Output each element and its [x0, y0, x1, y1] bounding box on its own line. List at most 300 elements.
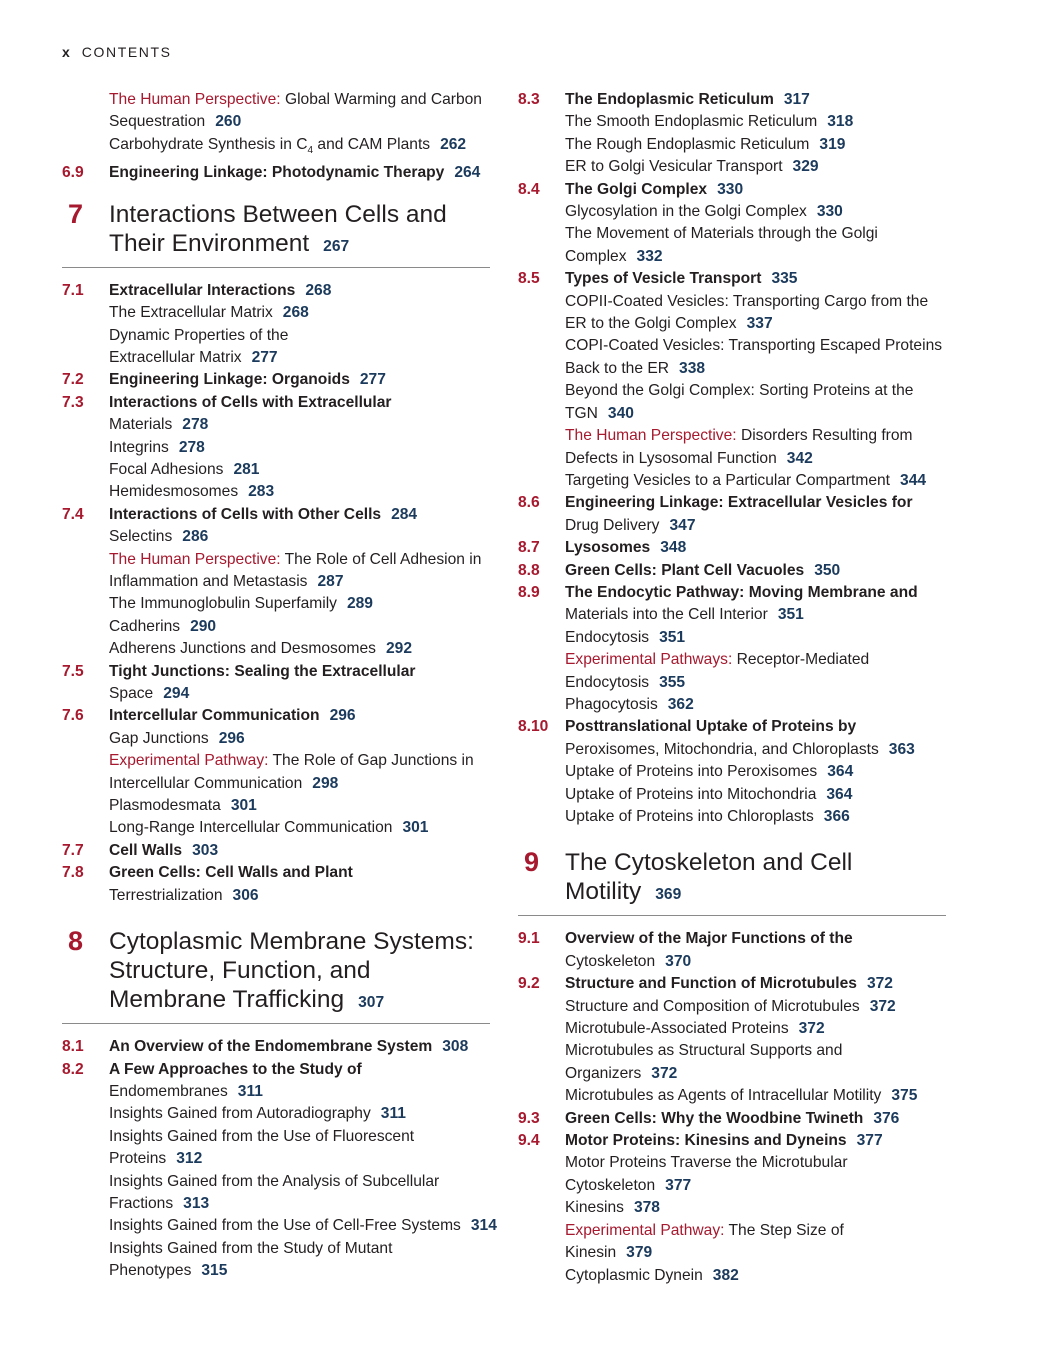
page-ref: 283 [248, 483, 275, 501]
chapter-number: 8 [68, 926, 84, 957]
chapter-title: Membrane Trafficking [109, 986, 345, 1014]
page-ref: 306 [232, 886, 259, 904]
page-ref: 372 [869, 997, 896, 1015]
entry-title: Interactions of Cells with Extracellular [109, 393, 392, 411]
feature-label: The Human Perspective: [109, 550, 281, 568]
page-ref: 308 [442, 1038, 469, 1056]
toc-entry[interactable] [62, 302, 490, 324]
page-ref: 340 [607, 404, 634, 422]
entry-title: Structure and Function of Microtubules [565, 975, 857, 993]
toc-section[interactable] [62, 705, 490, 727]
section-number: 7.4 [62, 505, 84, 523]
section-number: 7.8 [62, 864, 84, 882]
chapter-9-entries [518, 928, 946, 1287]
toc-section[interactable] [518, 179, 946, 201]
running-head-title: CONTENTS [81, 44, 172, 60]
toc-entry[interactable] [62, 593, 490, 615]
toc-entry[interactable] [518, 672, 946, 694]
section-number: 9.1 [518, 930, 540, 948]
toc-entry[interactable] [62, 728, 490, 750]
toc-entry[interactable] [62, 1215, 497, 1237]
page-ref: 292 [385, 640, 412, 658]
entry-title: Insights Gained from the Analysis of Subcellular [109, 1172, 440, 1190]
section-number: 8.10 [518, 718, 549, 736]
toc-section[interactable] [518, 89, 946, 111]
section-number: 6.9 [62, 164, 84, 182]
toc-entry[interactable] [518, 134, 946, 156]
toc-entry[interactable] [62, 526, 490, 548]
section-number: 7.3 [62, 393, 84, 411]
toc-entry[interactable] [518, 996, 946, 1018]
entry-title: Insights Gained from Autoradiography [109, 1105, 371, 1123]
page-ref: 296 [329, 707, 356, 725]
page-ref: 284 [391, 505, 418, 523]
toc-entry[interactable] [62, 616, 490, 638]
entry-title: Fractions [109, 1194, 174, 1212]
page-ref: 268 [305, 281, 332, 299]
entry-title: Green Cells: Why the Woodbine Twineth [565, 1109, 864, 1127]
entry-title: Cytoplasmic Dynein [565, 1266, 703, 1284]
toc-section[interactable] [518, 928, 946, 950]
toc-entry[interactable] [62, 1148, 490, 1170]
section-number: 7.6 [62, 707, 84, 725]
entry-title: Engineering Linkage: Organoids [109, 371, 350, 389]
toc-section[interactable] [62, 280, 490, 302]
toc-section[interactable] [62, 392, 490, 414]
toc-entry[interactable] [62, 1103, 490, 1125]
toc-entry[interactable] [518, 951, 946, 973]
entry-title: Materials into the Cell Interior [565, 606, 768, 624]
entry-title: Kinesins [565, 1199, 624, 1217]
toc-entry[interactable]: The Human Perspective: Global Warming and Carbon [109, 91, 482, 108]
entry-title: Space [109, 685, 154, 703]
toc-section[interactable] [62, 504, 490, 526]
section-number: 8.1 [62, 1038, 84, 1056]
toc-entry[interactable] [518, 1242, 946, 1264]
toc-entry[interactable] [518, 470, 946, 492]
page-ref: 350 [814, 561, 841, 579]
page-ref: 351 [659, 628, 686, 646]
entry-title: Focal Adhesions [109, 460, 224, 478]
page-ref: 330 [816, 203, 843, 221]
page-ref: 329 [792, 158, 819, 176]
entry-title: Dynamic Properties of the [109, 326, 289, 344]
toc-entry[interactable] [62, 1193, 490, 1215]
entry-title: Microtubules as Structural Supports and [565, 1042, 843, 1060]
page-ref: 366 [823, 808, 850, 825]
entry-title: Engineering Linkage: Extracellular Vesicles for [565, 494, 913, 512]
page-ref: 370 [665, 952, 692, 970]
entry-title: Hemidesmosomes [109, 483, 239, 501]
entry-title: Beyond the Golgi Complex: Sorting Proteins at the [565, 382, 914, 400]
page-ref: 337 [746, 315, 773, 333]
toc-left-column [62, 89, 497, 1283]
section-number: 7.7 [62, 841, 84, 859]
entry-title: The Step Size of [724, 1221, 844, 1239]
toc-entry[interactable] [518, 380, 946, 402]
toc-entry[interactable] [518, 201, 946, 223]
chapter-title: Structure, Function, and [109, 957, 371, 985]
entry-title: Insights Gained from the Use of Cell-Free Systems [109, 1217, 461, 1235]
entry-title: Uptake of Proteins into Peroxisomes [565, 763, 818, 781]
entry-title: Drug Delivery [565, 516, 660, 534]
entry-title: The Rough Endoplasmic Reticulum [565, 135, 810, 153]
toc-entry[interactable] [518, 649, 946, 671]
running-head [62, 44, 172, 60]
toc-entry[interactable] [518, 246, 946, 268]
page-ref: 290 [190, 617, 217, 635]
chapter-number: 7 [68, 198, 84, 229]
chapter-title: Interactions Between Cells and [109, 200, 447, 228]
toc-section[interactable] [62, 661, 490, 683]
entry-title: Cytoskeleton [565, 1176, 656, 1194]
page-ref: 332 [636, 247, 663, 265]
page-ref: 319 [819, 135, 846, 153]
entry-title: Motor Proteins: Kinesins and Dyneins [565, 1132, 847, 1150]
entry-title: Types of Vesicle Transport [565, 270, 762, 288]
page-ref: 312 [176, 1150, 203, 1168]
page-ref: 264 [454, 164, 481, 182]
entry-title: Overview of the Major Functions of the [565, 930, 853, 948]
entry-title: The Role of Gap Junctions in [268, 752, 474, 770]
page-ref: 351 [777, 606, 804, 624]
page-ref: 262 [440, 135, 467, 153]
toc-entry[interactable] [62, 638, 490, 660]
toc-entry[interactable] [62, 773, 490, 795]
page-ref: 301 [230, 797, 257, 815]
toc-entry[interactable] [518, 1018, 946, 1040]
page-ref: 286 [182, 528, 209, 546]
page-ref: 335 [771, 270, 798, 288]
entry-title: Uptake of Proteins into Mitochondria [565, 785, 817, 803]
toc-entry[interactable] [62, 1081, 490, 1103]
entry-title: Organizers [565, 1064, 642, 1082]
entry-title: Defects in Lysosomal Function [565, 449, 777, 467]
toc-entry[interactable] [518, 1085, 946, 1107]
toc-entry[interactable] [518, 604, 946, 626]
entry-title: The Extracellular Matrix [109, 304, 273, 322]
page-ref: 281 [233, 460, 260, 478]
toc-entry[interactable] [518, 806, 946, 828]
page-ref: 344 [900, 471, 927, 489]
entry-title: The Smooth Endoplasmic Reticulum [565, 113, 818, 131]
page-ref: 379 [626, 1244, 653, 1262]
toc-entry[interactable] [518, 448, 946, 470]
toc-right-column [518, 89, 946, 1287]
toc-entry[interactable] [518, 1265, 946, 1287]
toc-entry[interactable] [518, 1152, 946, 1174]
page-ref: 363 [888, 740, 915, 758]
page-ref: 311 [237, 1082, 263, 1100]
page-ref: 277 [359, 371, 386, 389]
page-ref: 338 [679, 359, 706, 377]
toc-entry[interactable] [518, 335, 946, 357]
toc-entry[interactable] [62, 1126, 490, 1148]
entry-title: Complex [565, 247, 627, 265]
section-number: 7.1 [62, 281, 84, 299]
entry-title: Uptake of Proteins into Chloroplasts [565, 808, 814, 825]
page-ref: 347 [669, 516, 696, 534]
entry-title: Insights Gained from the Use of Fluorescent [109, 1127, 415, 1145]
page-ref: 277 [251, 348, 278, 366]
section-number: 8.4 [518, 180, 540, 198]
toc-entry[interactable] [62, 347, 490, 369]
toc-entry[interactable] [518, 223, 946, 245]
section-number: 8.5 [518, 270, 540, 288]
page-ref: 342 [786, 449, 813, 467]
entry-title: Endomembranes [109, 1082, 228, 1100]
entry-title: Endocytosis [565, 628, 650, 646]
toc-section[interactable] [62, 862, 490, 884]
entry-title: Intercellular Communication [109, 774, 303, 792]
entry-title: Microtubule-Associated Proteins [565, 1020, 789, 1038]
page-ref: 301 [402, 819, 429, 837]
entry-title: Motor Proteins Traverse the Microtubular [565, 1154, 848, 1172]
toc-entry[interactable] [62, 437, 490, 459]
toc-entry[interactable] [62, 481, 490, 503]
entry-title: Microtubules as Agents of Intracellular Motility [565, 1087, 882, 1105]
section-number: 9.2 [518, 975, 540, 993]
chapter-heading-9[interactable] [518, 848, 946, 916]
page-ref: 298 [312, 774, 339, 792]
toc-entry[interactable] [62, 549, 490, 571]
chapter-title: Cytoplasmic Membrane Systems: [109, 928, 474, 956]
toc-entry[interactable] [62, 817, 490, 839]
entry-title: Disorders Resulting from [736, 427, 913, 445]
section-number: 7.2 [62, 371, 84, 389]
chapter-number: 9 [524, 847, 540, 878]
toc-entry[interactable] [518, 627, 946, 649]
entry-title: The Immunoglobulin Superfamily [109, 595, 337, 613]
page-ref: 313 [183, 1194, 210, 1212]
toc-entry[interactable] [62, 459, 490, 481]
toc-entry[interactable] [62, 571, 490, 593]
entry-title: Adherens Junctions and Desmosomes [109, 640, 376, 658]
toc-section[interactable] [62, 369, 490, 391]
toc-entry[interactable] [62, 1238, 490, 1260]
toc-entry[interactable] [518, 156, 946, 178]
page-ref: 296 [218, 729, 245, 747]
entry-title: Cadherins [109, 617, 181, 635]
page-ref: 318 [827, 113, 854, 131]
entry-title: Selectins [109, 528, 173, 546]
section-number: 9.4 [518, 1132, 540, 1150]
page-ref: 382 [712, 1266, 739, 1284]
entry-title: Cell Walls [109, 841, 183, 859]
entry-title: COPI-Coated Vesicles: Transporting Escaped Proteins [565, 337, 943, 355]
page-ref: 278 [182, 416, 209, 434]
page-ref: 375 [891, 1087, 918, 1105]
feature-label: Experimental Pathways: [565, 651, 733, 669]
entry-title: Integrins [109, 438, 169, 456]
entry-title: Kinesin [565, 1244, 617, 1262]
entry-title: The Endoplasmic Reticulum [565, 91, 774, 108]
entry-title: A Few Approaches to the Study of [109, 1060, 362, 1078]
entry-title: Interactions of Cells with Other Cells [109, 505, 382, 523]
page-ref: 348 [660, 539, 687, 557]
section-number: 8.8 [518, 561, 540, 579]
entry-title: Insights Gained from the Study of Mutant [109, 1239, 393, 1257]
entry-title: Back to the ER [565, 359, 670, 377]
entry-title: Lysosomes [565, 539, 651, 557]
page-ref: 307 [358, 994, 385, 1012]
page-ref: 355 [659, 673, 686, 691]
entry-title: ER to Golgi Vesicular Transport [565, 158, 783, 176]
entry-title: Materials [109, 416, 173, 434]
toc-section[interactable] [518, 582, 946, 604]
chapter-title: Their Environment [109, 229, 310, 257]
toc-entry[interactable] [62, 750, 490, 772]
page-ref: 289 [346, 595, 373, 613]
section-number: 8.2 [62, 1060, 84, 1078]
page-number: x [62, 44, 70, 60]
page-ref: 364 [827, 763, 854, 781]
entry-title: The Movement of Materials through the Golgi [565, 225, 878, 243]
toc-entry[interactable] [518, 1063, 946, 1085]
entry-title: Plasmodesmata [109, 797, 221, 815]
page-ref: 377 [665, 1176, 692, 1194]
toc-entry[interactable] [518, 515, 946, 537]
feature-label: The Human Perspective: [565, 427, 737, 445]
page-ref: 267 [323, 237, 350, 255]
page-ref: 372 [651, 1064, 678, 1082]
entry-title: Targeting Vesicles to a Particular Compartment [565, 471, 891, 489]
toc-entry[interactable] [518, 403, 946, 425]
page-ref: 330 [717, 180, 744, 198]
toc-entry[interactable] [62, 414, 490, 436]
entry-title: Posttranslational Uptake of Proteins by [565, 718, 857, 736]
entry-title: Proteins [109, 1150, 167, 1168]
entry-title: Cytoskeleton [565, 952, 656, 970]
page-ref: 303 [192, 841, 219, 859]
entry-title: Intercellular Communication [109, 707, 320, 725]
page-ref: 378 [633, 1199, 660, 1217]
page-ref: 294 [163, 685, 190, 703]
section-number: 9.3 [518, 1109, 540, 1127]
toc-entry[interactable] [518, 761, 946, 783]
toc-entry[interactable] [62, 1260, 490, 1282]
toc-entry[interactable] [62, 325, 490, 347]
page-ref: 372 [866, 975, 893, 993]
entry-title: Extracellular Matrix [109, 348, 242, 366]
toc-section[interactable] [518, 560, 946, 582]
entry-title: Receptor-Mediated [732, 651, 870, 669]
entry-title: Green Cells: Plant Cell Vacuoles [565, 561, 805, 579]
toc-entry[interactable] [518, 291, 946, 313]
toc-entry[interactable]: Sequestration 260 [109, 113, 242, 131]
feature-label: Experimental Pathway: [109, 752, 269, 770]
entry-title: Endocytosis [565, 673, 650, 691]
page-ref: 362 [667, 695, 694, 713]
toc-entry[interactable] [518, 1175, 946, 1197]
toc-section[interactable] [62, 1036, 490, 1058]
page-ref: 369 [655, 886, 682, 904]
page-ref: 372 [798, 1020, 825, 1038]
toc-section[interactable] [62, 1059, 490, 1081]
entry-title: Extracellular Interactions [109, 281, 296, 299]
toc-section[interactable] [518, 492, 946, 514]
entry-title: Phenotypes [109, 1262, 192, 1280]
entry-title: Glycosylation in the Golgi Complex [565, 203, 807, 221]
entry-title: Terrestrialization [109, 886, 223, 904]
page-ref: 287 [317, 573, 344, 591]
toc-entry[interactable] [62, 885, 490, 907]
toc-entry[interactable] [518, 739, 946, 761]
toc-entry[interactable] [62, 1171, 490, 1193]
page-ref: 314 [470, 1217, 497, 1235]
entry-title: COPII-Coated Vesicles: Transporting Cargo from the [565, 292, 929, 310]
feature-label: Experimental Pathway: [565, 1221, 725, 1239]
entry-title: Inflammation and Metastasis [109, 573, 308, 591]
chapter-title: The Cytoskeleton and Cell [565, 849, 853, 877]
toc-section[interactable] [518, 1108, 946, 1130]
toc-entry[interactable] [62, 795, 490, 817]
entry-title: The Role of Cell Adhesion in [280, 550, 482, 568]
section-number: 8.6 [518, 494, 540, 512]
entry-title: Long-Range Intercellular Communication [109, 819, 393, 837]
toc-section[interactable] [518, 537, 946, 559]
page-ref: 278 [178, 438, 205, 456]
toc-section[interactable] [518, 1130, 946, 1152]
toc-entry[interactable] [518, 1197, 946, 1219]
chapter-7-entries [62, 280, 490, 907]
toc-entry[interactable]: Carbohydrate Synthesis in $C_4$ and CAM Plants 262 [109, 135, 467, 156]
entry-title: Gap Junctions [109, 729, 209, 747]
toc-entry[interactable] [518, 111, 946, 133]
toc-entry[interactable] [518, 313, 946, 335]
page-ref: 260 [215, 113, 242, 131]
chapter-title: Motility [565, 878, 642, 906]
toc-entry[interactable] [62, 683, 490, 705]
toc-section[interactable] [518, 268, 946, 290]
toc-section[interactable]: 6.9 Engineering Linkage: Photodynamic Therapy 264 [62, 162, 490, 184]
entry-title: TGN [565, 404, 598, 422]
entry-title: Phagocytosis [565, 695, 658, 713]
page-ref: 315 [201, 1262, 228, 1280]
page-ref: 364 [826, 785, 853, 803]
toc-section[interactable] [518, 973, 946, 995]
entry-title: Structure and Composition of Microtubules [565, 997, 860, 1015]
chapter-heading-8[interactable] [62, 927, 490, 1024]
page-ref: 377 [856, 1132, 883, 1150]
section-number: 8.7 [518, 539, 540, 557]
entry-title: ER to the Golgi Complex [565, 315, 737, 333]
toc-entry[interactable] [518, 425, 946, 447]
section-number: 8.9 [518, 583, 540, 601]
entry-title: The Golgi Complex [565, 180, 708, 198]
entry-title: An Overview of the Endomembrane System [109, 1038, 433, 1056]
toc-entry[interactable] [518, 1220, 946, 1242]
page-ref: 268 [282, 304, 309, 322]
chapter-8-continued-entries [518, 89, 946, 828]
chapter-heading-7[interactable] [62, 200, 490, 268]
chapter-8-entries [62, 1036, 497, 1282]
entry-title: The Endocytic Pathway: Moving Membrane and [565, 583, 918, 601]
toc-entry[interactable] [518, 784, 946, 806]
toc-section[interactable] [518, 716, 946, 738]
toc-entry[interactable] [518, 1040, 946, 1062]
section-number: 8.3 [518, 91, 540, 108]
toc-entry[interactable] [518, 694, 946, 716]
toc-entry[interactable] [518, 358, 946, 380]
entry-title: Tight Junctions: Sealing the Extracellular [109, 662, 416, 680]
section-number: 7.5 [62, 662, 84, 680]
page-ref: 311 [380, 1105, 406, 1123]
entry-title: Peroxisomes, Mitochondria, and Chloroplasts [565, 740, 879, 758]
page-ref: 376 [873, 1109, 900, 1127]
toc-section[interactable] [62, 840, 490, 862]
page-ref: 317 [783, 91, 810, 108]
